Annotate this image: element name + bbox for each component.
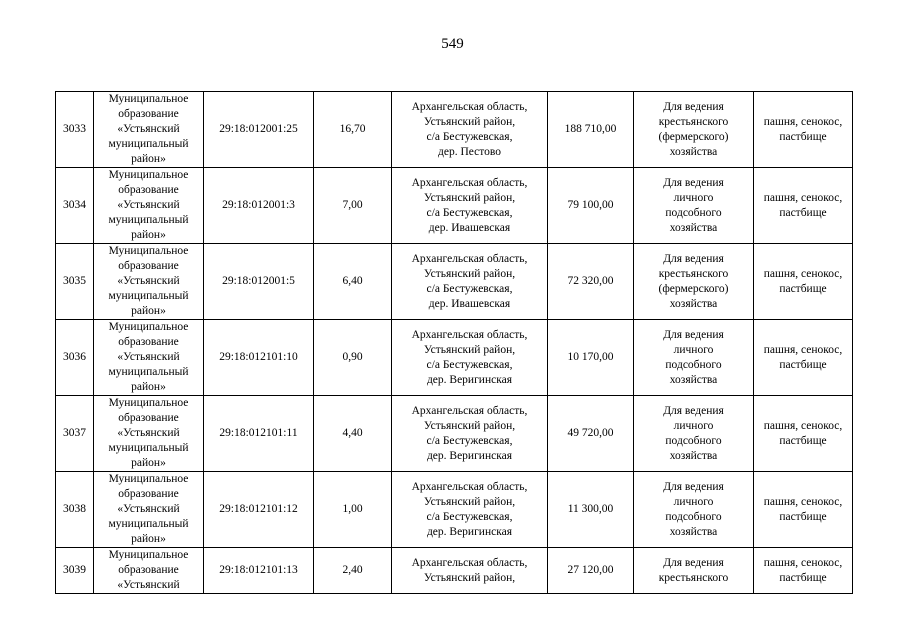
area-cell: 6,40 [314, 244, 392, 320]
table-row [56, 244, 853, 320]
area-cell: 2,40 [314, 548, 392, 594]
table-row [56, 548, 853, 594]
owner-cell: Муниципальное образование «Устьянский муниципальный район» [94, 168, 204, 244]
owner-cell: Муниципальное образование «Устьянский [94, 548, 204, 594]
location-cell: Архангельская область, Устьянский район, [392, 548, 548, 594]
land-use-cell: пашня, сенокос, пастбище [754, 548, 853, 594]
record-number-cell: 3037 [56, 396, 94, 472]
cadastral-number-cell: 29:18:012001:25 [204, 92, 314, 168]
area-cell: 4,40 [314, 396, 392, 472]
location-cell: Архангельская область, Устьянский район, с/а Бестужевская, дер. Ивашевская [392, 168, 548, 244]
owner-cell: Муниципальное образование «Устьянский муниципальный район» [94, 92, 204, 168]
purpose-cell: Для ведения личного подсобного хозяйства [634, 396, 754, 472]
table-row [56, 92, 853, 168]
page-number: 549 [441, 36, 464, 52]
location-cell: Архангельская область, Устьянский район, с/а Бестужевская, дер. Ивашевская [392, 244, 548, 320]
land-registry-table [55, 91, 853, 594]
value-cell: 10 170,00 [548, 320, 634, 396]
land-use-cell: пашня, сенокос, пастбище [754, 92, 853, 168]
purpose-cell: Для ведения личного подсобного хозяйства [634, 168, 754, 244]
table-row [56, 320, 853, 396]
value-cell: 79 100,00 [548, 168, 634, 244]
owner-cell: Муниципальное образование «Устьянский муниципальный район» [94, 472, 204, 548]
owner-cell: Муниципальное образование «Устьянский муниципальный район» [94, 320, 204, 396]
location-cell: Архангельская область, Устьянский район, с/а Бестужевская, дер. Веригинская [392, 472, 548, 548]
purpose-cell: Для ведения крестьянского (фермерского) хозяйства [634, 92, 754, 168]
cadastral-number-cell: 29:18:012101:10 [204, 320, 314, 396]
area-cell: 7,00 [314, 168, 392, 244]
record-number-cell: 3034 [56, 168, 94, 244]
record-number-cell: 3039 [56, 548, 94, 594]
area-cell: 16,70 [314, 92, 392, 168]
cadastral-number-cell: 29:18:012001:5 [204, 244, 314, 320]
location-cell: Архангельская область, Устьянский район, с/а Бестужевская, дер. Веригинская [392, 396, 548, 472]
land-use-cell: пашня, сенокос, пастбище [754, 472, 853, 548]
location-cell: Архангельская область, Устьянский район, с/а Бестужевская, дер. Пестово [392, 92, 548, 168]
land-use-cell: пашня, сенокос, пастбище [754, 244, 853, 320]
record-number-cell: 3033 [56, 92, 94, 168]
land-use-cell: пашня, сенокос, пастбище [754, 320, 853, 396]
area-cell: 1,00 [314, 472, 392, 548]
record-number-cell: 3036 [56, 320, 94, 396]
table-row [56, 396, 853, 472]
value-cell: 49 720,00 [548, 396, 634, 472]
area-cell: 0,90 [314, 320, 392, 396]
cadastral-number-cell: 29:18:012001:3 [204, 168, 314, 244]
purpose-cell: Для ведения крестьянского [634, 548, 754, 594]
purpose-cell: Для ведения личного подсобного хозяйства [634, 472, 754, 548]
value-cell: 27 120,00 [548, 548, 634, 594]
record-number-cell: 3038 [56, 472, 94, 548]
cadastral-number-cell: 29:18:012101:11 [204, 396, 314, 472]
record-number-cell: 3035 [56, 244, 94, 320]
location-cell: Архангельская область, Устьянский район, с/а Бестужевская, дер. Веригинская [392, 320, 548, 396]
cadastral-number-cell: 29:18:012101:13 [204, 548, 314, 594]
value-cell: 72 320,00 [548, 244, 634, 320]
purpose-cell: Для ведения крестьянского (фермерского) хозяйства [634, 244, 754, 320]
value-cell: 188 710,00 [548, 92, 634, 168]
table-row [56, 168, 853, 244]
owner-cell: Муниципальное образование «Устьянский муниципальный район» [94, 396, 204, 472]
owner-cell: Муниципальное образование «Устьянский муниципальный район» [94, 244, 204, 320]
table-row [56, 472, 853, 548]
cadastral-number-cell: 29:18:012101:12 [204, 472, 314, 548]
land-use-cell: пашня, сенокос, пастбище [754, 396, 853, 472]
purpose-cell: Для ведения личного подсобного хозяйства [634, 320, 754, 396]
value-cell: 11 300,00 [548, 472, 634, 548]
land-use-cell: пашня, сенокос, пастбище [754, 168, 853, 244]
